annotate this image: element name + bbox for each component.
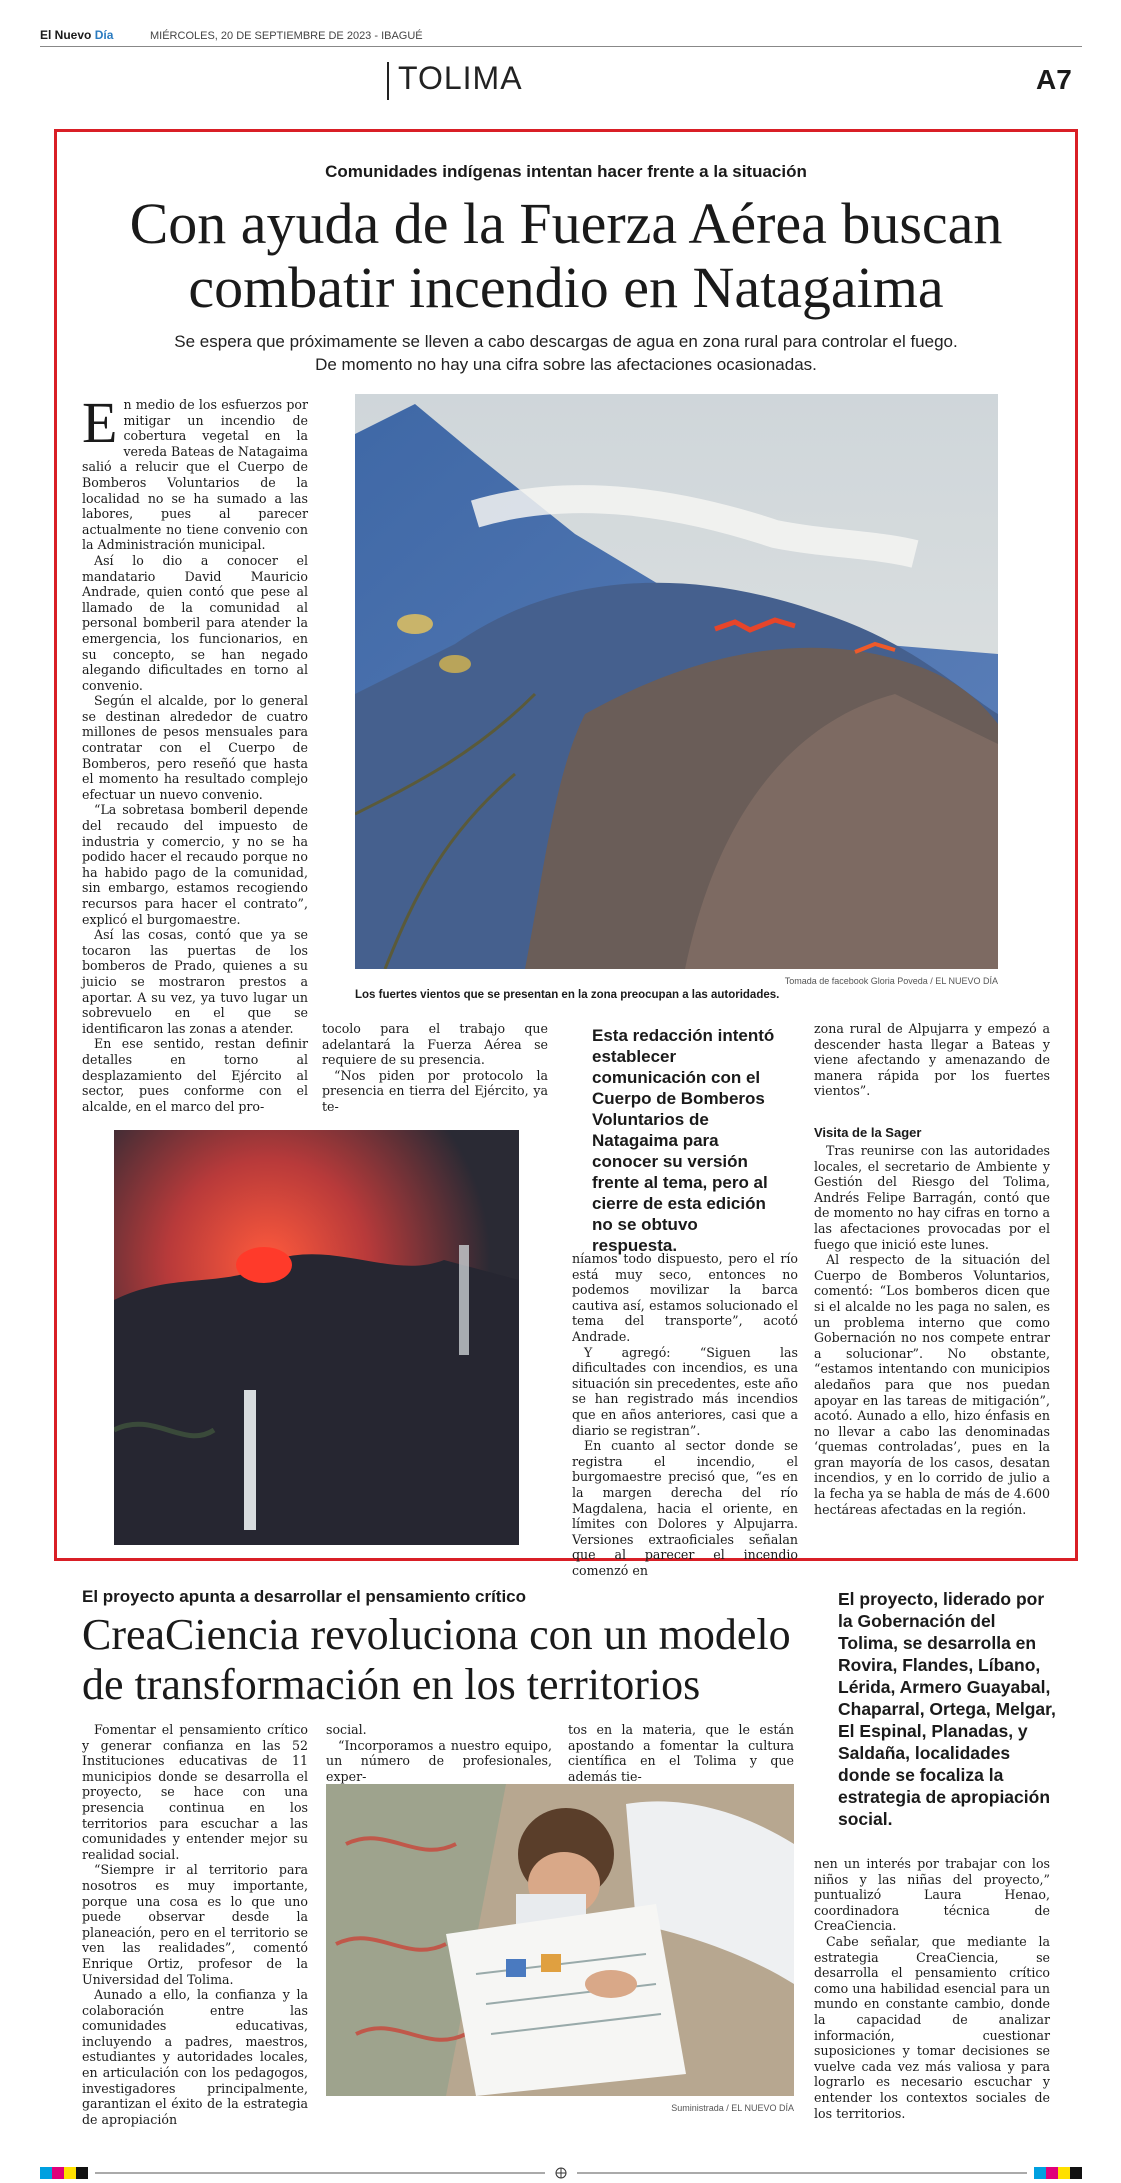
masthead-logo [40,28,113,42]
paragraph: Fomentar el pensamiento crítico y generar confianza en las 52 Instituciones educativas de 11 municipios donde se desarrolla el proyecto, se hace con una presencia continua en los territorios para escuchar a las comunidades y entender mejor su realidad social. [82,1722,308,1862]
photo-credit: Suministrada / EL NUEVO DÍA [671,2103,794,2113]
paragraph: social. [326,1722,367,1737]
article-column-4 [814,1021,1050,1099]
student-drawing-photo [326,1784,794,2096]
story-headline [82,1610,802,1710]
paragraph: Aunado a ello, la confianza y la colaboración entre las comunidades educativas, incluyendo a padres, maestros, estudiantes y autoridades locales, en articulación con los pedagogos, investigadores principalmente, garantizan el éxito de la estrategia de apropiación [82,1987,308,2127]
photo-credit: Tomada de facebook Gloria Poveda / EL NUEVO DÍA [784,976,998,986]
paragraph: Cabe señalar, que mediante la estrategia CreaCiencia, se desarrolla el pensamiento crítico como una habilidad esencial para un mundo en constante cambio, donde la capacidad de analizar información, cuestionar suposiciones y tomar decisiones se vuelve cada vez más valiosa y para lograrlo es necesario escuchar y entender los contextos sociales de los territorios. [814,1933,1050,2121]
paragraph: zona rural de Alpujarra y empezó a descender hasta llegar a Bateas y viene afectando y amenazando de manera rápida por los fuertes vientos”. [814,1021,1050,1099]
paragraph: Al respecto de la situación del Cuerpo de Bomberos Voluntarios, comentó: “Los bomberos dicen que si el alcalde no les paga no salen, es un problema interno que como Gobernación no nos compete entrar a solucionar”. No obstante, “estamos intentando con municipios aledaños para que nos puedan apoyar en las tareas de mitigación”, acotó. Aunado a ello, hizo énfasis en no llevar a cabo las denominadas ‘quemas controladas’, pues en la gran mayoría de los casos, desatan incendios, y en lo corrido de julio a la fecha ya se habla de más de 4.600 hectáreas afectadas en la región. [814,1252,1050,1517]
paragraph: “Siempre ir al territorio para nosotros es muy importante, porque una cosa es lo que uno puede observar desde la planeación, pero en el territorio se ven las realidades”, comentó Enrique Ortiz, profesor de la Universidad del Tolima. [82,1862,308,1987]
section-subhead: Visita de la Sager [814,1125,922,1140]
paragraph: “La sobretasa bomberil depende del recaudo del impuesto de industria y comercio, y no se ha podido hacer el recaudo porque no ha habido pago de la comunidad, sin embargo, estamos recogiendo recursos para hacer el contrato”, explicó el burgomaestre. [82,802,308,927]
color-bar [40,2167,1082,2179]
section-title: TOLIMA [398,60,523,96]
paragraph: nen un interés por trabajar con los niños y las niñas del proyecto,” puntualizó Laura Henao, coordinadora técnica de CreaCiencia. [814,1856,1050,1934]
headline-line-1: CreaCiencia revoluciona con un modelo [82,1610,791,1659]
paragraph: Así las cosas, contó que ya se tocaron las puertas de los bomberos de Prado, quienes a su juicio se mostraron prestos a aportar. A su vez, ya tuvo lugar un sobrevuelo en el que se identificaron las zonas a atender. [82,927,308,1036]
dateline: MIÉRCOLES, 20 DE SEPTIEMBRE DE 2023 - IBAGUÉ [150,30,423,42]
photo-illustration [326,1784,794,2096]
paragraph: tos en la materia, que le están apostando a fomentar la cultura científica en el Tolima y que además tie- [568,1722,794,1784]
drop-cap: E [82,390,118,455]
masthead-name: El Nuevo [40,28,95,42]
paragraph: n medio de los esfuerzos por mitigar un incendio de cobertura vegetal en la vereda Batеas de Natagaima salió a relucir que el Cuerpo de Bomberos Voluntarios de la localidad no se ha sumado a las labores, pues al parecer actualmente no tiene convenio con la Administración municipal. [82,397,308,553]
paragraph: níamos todo dispuesto, pero el río está muy seco, entonces no podemos movilizar la barca cautiva así, estamos solucionado el tema del transporte”, acotó Andrade. [572,1251,798,1344]
article-column-3 [568,1722,794,1784]
story-kicker: El proyecto apunta a desarrollar el pensamiento crítico [82,1587,527,1606]
article-column-2 [326,1722,552,1784]
article-column-4b [814,1143,1050,1517]
article-column-4 [814,1856,1050,2121]
sidebar-quote: El proyecto, liderado por la Gobernación del Tolima, se desarrolla en Rovira, Flandes, Líbano, Lérida, Armero Guayabal, Chaparral, Ortega, Melgar, El Espinal, Planadas, y Saldaña, localidades donde se focaliza la estrategia de apropiación social. [838,1589,1056,1829]
header-divider [40,46,1082,47]
deck-line-1: Se espera que próximamente se lleven a cabo descargas de agua en zona rural para controlar el fuego. [174,332,958,351]
print-registration-strip [40,2164,1082,2176]
pull-quote: Esta redacción intentó establecer comunicación con el Cuerpo de Bomberos Voluntarios de Natagaima para conocer su versión frente al tema, pero al cierre de esta edición no se obtuvo respuesta. [592,1026,775,1255]
article-column-1 [82,1722,308,2127]
deck-line-2: De momento no hay una cifra sobre las afectaciones ocasionadas. [315,355,817,374]
photo-illustration [114,1130,519,1545]
wildfire-mountain-photo [355,394,998,969]
article-column-1 [82,390,308,1114]
headline-line-2: de transformación en los territorios [82,1660,701,1709]
paragraph: “Incorporamos a nuestro equipo, un número de profesionales, exper- [326,1737,552,1784]
paragraph: Tras reunirse con las autoridades locales, el secretario de Ambiente y Gestión del Riesgo del Tolima, Andrés Felipe Barragán, contó que de momento no hay cifras en torno a las afectaciones provocadas por el fuego que inició este lunes. [814,1143,1050,1252]
article-column-2 [322,1021,548,1115]
page-number: A7 [1036,64,1072,95]
story-headline [54,192,1078,320]
paragraph: Así lo dio a conocer el mandatario David Mauricio Andrade, quien contó que pese al llamado de la comunidad al personal bomberil para atender la emergencia, los funcionarios, en su concepto, se han negado alegando dificultades en torno al convenio. [82,552,308,693]
headline-line-1: Con ayuda de la Fuerza Aérea buscan [129,191,1003,256]
night-fire-photo [114,1130,519,1545]
headline-line-2: combatir incendio en Natagaima [188,255,944,320]
paragraph: Y agregó: “Siguen las dificultades con incendios, es una situación sin precedentes, este año se han registrado más incendios que en años anteriores, casi que a diario se registran”. [572,1344,798,1438]
paragraph: En ese sentido, restan definir detalles en torno al desplazamiento del Ejército al sector, pues conforme con el alcalde, en el marco del pro- [82,1036,308,1114]
paragraph: Según el alcalde, por lo general se destinan alrededor de cuatro millones de pesos mensuales para contratar con el Cuerpo de Bomberos, pero reseñó que hasta el momento ha resultado complejo efectuar un nuevo convenio. [82,693,308,802]
paragraph: En cuanto al sector donde se registra el incendio, el burgomaestre precisó que, “es en la margen derecha del río Magdalena, hacia el oriente, en límites con Dolores y Alpujarra. Versiones extraoficiales señalan que al parecer el incendio comenzó en [572,1438,798,1578]
section-divider [387,62,389,100]
photo-caption: Los fuertes vientos que se presentan en la zona preocupan a las autoridades. [355,989,780,1001]
story-kicker: Comunidades indígenas intentan hacer frente a la situación [325,162,807,181]
masthead-name-accent: Día [94,28,114,42]
paragraph: tocolo para el trabajo que adelantará la Fuerza Aérea se requiere de su presencia. [322,1021,548,1068]
story-deck [54,330,1078,376]
article-column-3 [572,1251,798,1578]
paragraph: “Nos piden por protocolo la presencia en tierra del Ejército, ya te- [322,1067,548,1114]
photo-illustration [355,394,998,969]
